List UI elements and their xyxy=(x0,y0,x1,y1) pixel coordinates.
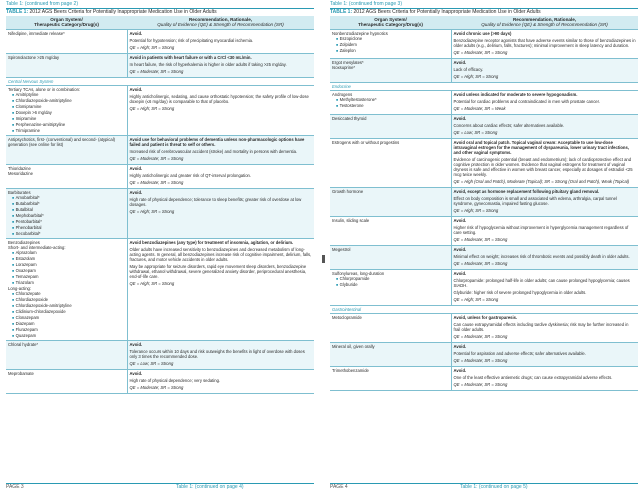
list-item: ■ Lorazepam xyxy=(12,262,125,268)
rationale: Increased risk of cerebrovascular accident (stroke) and mortality in persons with dementia. xyxy=(129,148,298,154)
evidence: QE = High; SR = Strong xyxy=(129,280,175,286)
rationale: Older adults have increased sensitivity to benzodiazepines and decreased metabolism of long-acting agents. In general, all benzodiazepines increase risk of cognitive impairment, delirium, falls, fractures, and motor vehicle accidents in older adults. xyxy=(129,246,312,262)
recommendation-cell xyxy=(127,29,314,53)
recommendation-cell xyxy=(127,85,314,135)
table-row xyxy=(330,313,638,342)
list-item: ■ Triazolam xyxy=(12,280,125,286)
table-row xyxy=(330,366,638,390)
page-number: PAGE 4 xyxy=(330,484,348,490)
table-title xyxy=(330,8,638,16)
recommendation: Avoid. xyxy=(129,189,143,195)
list-item: ■ Flurazepam xyxy=(12,327,125,333)
drug-cell: Estrogens with or without progestins xyxy=(330,138,451,187)
list-item: ■ Pentobarbital* xyxy=(12,219,125,225)
evidence: QE = Low; SR = Strong xyxy=(453,129,498,135)
recommendation-cell xyxy=(127,164,314,188)
table-row xyxy=(6,238,314,340)
table-row xyxy=(330,342,638,366)
drug-list xyxy=(8,291,125,339)
table-row xyxy=(6,135,314,164)
drug-cell: Spironolactone >25 mg/day xyxy=(6,53,127,77)
drug-name: Thioridazine xyxy=(8,165,31,171)
list-item: ■ Perphenazine-amitriptyline xyxy=(12,122,125,128)
recommendation: Avoid unless indicated for moderate to severe hypogonadism. xyxy=(453,91,578,97)
drug-list xyxy=(8,195,125,237)
continued-footer: Table 1: (continued on page 4) xyxy=(176,484,244,490)
list-item: ■ Clidinium-chlordiazepoxide xyxy=(12,309,125,315)
list-item: ■ Secobarbital* xyxy=(12,231,125,237)
drug-cell: Growth hormone xyxy=(330,187,451,216)
drug-cell xyxy=(330,29,451,58)
recommendation-cell xyxy=(451,138,638,187)
col-header-rec-line1: Recommendation, Rationale, xyxy=(512,17,577,22)
rationale: Potential for cardiac problems and contraindicated in men with prostate cancer. xyxy=(453,98,600,104)
evidence: QE = High; SR = Strong xyxy=(129,105,175,111)
rationale: Concerns about cardiac effects; safer alternatives available. xyxy=(453,122,565,128)
evidence: QE = High; SR = Strong xyxy=(129,44,175,50)
list-item: ■ Temazepam xyxy=(12,274,125,280)
recommendation: Avoid. xyxy=(129,370,143,376)
rationale: Higher risk of hypoglycemia without improvement in hyperglycemia management regardless of care setting. xyxy=(453,224,629,235)
rationale: Highly anticholinergic, sedating, and cause orthostatic hypotension; the safety profile of low-dose doxepin (≤6 mg/day) is comparable to that of placebo. xyxy=(129,93,309,104)
section-label: Endocrine xyxy=(330,82,638,90)
drug-subheading: Long-acting: xyxy=(8,285,32,291)
recommendation-cell xyxy=(127,135,314,164)
evidence: QE = Moderate; SR = Strong xyxy=(129,155,184,161)
table-row xyxy=(330,90,638,114)
drug-cell xyxy=(6,238,127,340)
rationale: High rate of physical dependence; very sedating. xyxy=(129,377,221,383)
col-header-rec-line1: Recommendation, Rationale, xyxy=(188,17,253,22)
drug-cell: Megestrol xyxy=(330,245,451,269)
recommendation: Avoid. xyxy=(129,341,143,347)
drug-cell xyxy=(330,269,451,305)
drug-cell xyxy=(6,85,127,135)
recommendation-cell xyxy=(127,188,314,238)
rationale: Benzodiazepine receptor agonists that have adverse events similar to those of benzodiazepines in older adults (e.g., delirium, falls, fractures); minimal improvement in sleep latency and duration. xyxy=(453,37,636,48)
recommendation-cell xyxy=(451,313,638,342)
drug-cell: Insulin, sliding scale xyxy=(330,216,451,245)
evidence: QE = Moderate; SR = Strong xyxy=(453,357,508,363)
table-row xyxy=(6,369,314,393)
evidence: QE = Moderate; SR = Strong xyxy=(453,333,508,339)
recommendation: Avoid oral and topical patch. Topical vaginal cream: Acceptable to use low-dose intravaginal estrogen for the management of dyspareunia, lower urinary tract infections, and other vaginal symptoms. xyxy=(453,139,629,155)
evidence: QE = Low; SR = Strong xyxy=(129,360,174,366)
list-item: ■ Chlordiazepoxide xyxy=(12,297,125,303)
drug-name: Mesoridazine xyxy=(8,170,33,176)
rationale: Chlorpropamide: prolonged half-life in older adults; can cause prolonged hypoglycemia; causes SIADH. xyxy=(453,277,630,288)
recommendation: Avoid. xyxy=(129,165,143,171)
col-header-organ-line2: Therapeutic Category/Drug(s) xyxy=(34,22,99,28)
list-item: ■ Amitriptyline xyxy=(12,92,125,98)
recommendation: Avoid. xyxy=(453,246,467,252)
drug-name: Androgens xyxy=(332,91,353,97)
table-row xyxy=(330,29,638,58)
list-item: ■ Zolpidem xyxy=(336,42,449,48)
table-row xyxy=(330,245,638,269)
section-row xyxy=(330,305,638,313)
list-item: ■ Chlorpropamide xyxy=(336,276,449,282)
drug-cell xyxy=(6,188,127,238)
drug-name: Tertiary TCAs, alone or in combination: xyxy=(8,86,81,92)
drug-cell: Mineral oil, given orally xyxy=(330,342,451,366)
evidence: QE = Moderate; SR = Weak xyxy=(453,105,506,111)
list-item: ■ Imipramine xyxy=(12,116,125,122)
drug-cell: Desiccated thyroid xyxy=(330,114,451,138)
table-row xyxy=(6,85,314,135)
rationale: Evidence of carcinogenic potential (breast and endometrium); lack of cardioprotective effect and cognitive protection in older women. Evidence that vaginal estrogens for treatment of vaginal dryness is safe and effective in women with breast cancer, especially at dosages of estradiol <25 mcg twice weekly. xyxy=(453,156,633,177)
table-title-text: 2012 AGS Beers Criteria for Potentially Inappropriate Medication Use in Older Adults xyxy=(29,9,217,15)
drug-list xyxy=(332,36,449,54)
drug-cell: Chloral hydrate* xyxy=(6,340,127,369)
recommendation: Avoid. xyxy=(453,270,467,276)
recommendation: Avoid. xyxy=(453,367,467,373)
list-item: ■ Zaleplon xyxy=(336,48,449,54)
section-label: Central Nervous System xyxy=(6,77,314,85)
rationale: Potential for hypotension; risk of precipitating myocardial ischemia. xyxy=(129,37,254,43)
beers-table xyxy=(330,16,638,391)
recommendation-cell xyxy=(451,187,638,216)
rationale: Minimal effect on weight; increases risk of thrombotic events and possibly death in older adults. xyxy=(453,253,630,259)
col-header-rec-line2: Quality of Evidence (QE) & Strength of Recommendation (SR) xyxy=(481,22,608,28)
col-header-organ-line1: Organ System/ xyxy=(50,17,83,22)
drug-list xyxy=(332,276,449,288)
evidence: QE = Moderate; SR = Strong xyxy=(453,236,508,242)
list-item: ■ Amobarbital* xyxy=(12,195,125,201)
drug-cell xyxy=(330,58,451,82)
list-item: ■ Doxepin >6 mg/day xyxy=(12,110,125,116)
drug-cell: Antipsychotics, first- (conventional) and second- (atypical) generation (see online for list) xyxy=(6,135,127,164)
recommendation-cell xyxy=(451,114,638,138)
table-row xyxy=(6,164,314,188)
recommendation: Avoid. xyxy=(129,86,143,92)
rationale: Potential for aspiration and adverse effects; safer alternatives available. xyxy=(453,350,586,356)
evidence: QE = High; SR = Strong xyxy=(453,207,499,213)
rationale: In heart failure, the risk of hyperkalemia is higher in older adults if taking >25 mg/day. xyxy=(129,61,287,67)
list-item: ■ Clonazepam xyxy=(12,315,125,321)
drug-name: Ergot mesylates* xyxy=(332,59,364,65)
table-row xyxy=(6,340,314,369)
list-item: ■ Chlordiazepoxide-amitriptyline xyxy=(12,98,125,104)
table-row xyxy=(6,188,314,238)
list-item: ■ Estazolam xyxy=(12,256,125,262)
evidence: QE = Moderate; SR = Strong xyxy=(129,384,184,390)
rationale: Effect on body composition is small and associated with edema, arthralgia, carpal tunnel syndrome, gynecomastia, impaired fasting glucose. xyxy=(453,195,617,206)
rationale: High rate of physical dependence; tolerance to sleep benefits; greater risk of overdose at low dosages. xyxy=(129,196,302,207)
table-row xyxy=(330,58,638,82)
list-item: ■ Chlordiazepoxide-amitriptyline xyxy=(12,303,125,309)
drug-name: Sulfonylureas, long-duration xyxy=(332,270,385,276)
col-header-organ xyxy=(6,16,127,29)
recommendation-cell xyxy=(451,342,638,366)
evidence: QE = Moderate; SR = Strong xyxy=(129,68,184,74)
table-row xyxy=(330,187,638,216)
table-header-row xyxy=(6,16,314,29)
evidence: QE = High; SR = Strong xyxy=(129,208,175,214)
left-page xyxy=(6,0,314,495)
col-header-organ-line1: Organ System/ xyxy=(374,17,407,22)
page-footer xyxy=(6,483,314,491)
evidence: QE = High; SR = Strong xyxy=(453,296,499,302)
table-title xyxy=(6,8,314,16)
col-header-organ-line2: Therapeutic Category/Drug(s) xyxy=(358,22,423,28)
recommendation: Avoid. xyxy=(453,343,467,349)
drug-cell: Meprobamate xyxy=(6,369,127,393)
evidence: QE = Moderate; SR = Strong xyxy=(453,260,508,266)
drug-name: Nonbenzodiazepine hypnotics xyxy=(332,30,388,36)
recommendation-cell xyxy=(127,238,314,340)
col-header-recommendation xyxy=(127,16,314,29)
section-row xyxy=(330,82,638,90)
drug-name: Barbiturates xyxy=(8,189,31,195)
section-row xyxy=(6,77,314,85)
recommendation: Avoid. xyxy=(453,115,467,121)
list-item: ■ Alprazolam xyxy=(12,250,125,256)
table-row xyxy=(6,53,314,77)
recommendation-cell xyxy=(451,90,638,114)
col-header-recommendation xyxy=(451,16,638,29)
col-header-rec-line2: Quality of Evidence (QE) & Strength of Recommendation (SR) xyxy=(157,22,284,28)
drug-name: Isoxsuprine* xyxy=(332,64,356,70)
list-item: ■ Trimipramine xyxy=(12,128,125,134)
evidence: QE = High (Oral and Patch), Moderate (Topical); SR = Strong (Oral and Patch), Weak (Topical) xyxy=(453,178,630,184)
drug-cell: Nifedipine, immediate release* xyxy=(6,29,127,53)
table-title-label: TABLE 1: xyxy=(330,9,353,15)
rationale: Glyburide: higher risk of severe prolonged hypoglycemia in older adults. xyxy=(453,289,587,295)
drug-name: Benzodiazepines xyxy=(8,239,40,245)
recommendation: Avoid. xyxy=(453,59,467,65)
evidence: QE = Moderate; SR = Strong xyxy=(453,49,508,55)
recommendation: Avoid, unless for gastroparesis. xyxy=(453,314,518,320)
list-item: ■ Quazepam xyxy=(12,333,125,339)
recommendation-cell xyxy=(451,58,638,82)
col-header-organ xyxy=(330,16,451,29)
recommendation-cell xyxy=(127,369,314,393)
table-row xyxy=(6,29,314,53)
table-title-label: TABLE 1: xyxy=(6,9,29,15)
recommendation: Avoid. xyxy=(129,30,143,36)
table-row xyxy=(330,269,638,305)
recommendation: Avoid use for behavioral problems of dementia unless non-pharmacologic options have failed and patient is threat to self or others. xyxy=(129,136,305,147)
continued-footer: Table 1: (continued on page 5) xyxy=(460,484,528,490)
recommendation-cell xyxy=(451,366,638,390)
rationale: Highly anticholinergic and greater risk of QT-interval prolongation. xyxy=(129,172,252,178)
evidence: QE = Moderate; SR = Strong xyxy=(453,381,508,387)
drug-subheading: Short- and intermediate-acting: xyxy=(8,244,66,250)
recommendation-cell xyxy=(451,29,638,58)
page-number: PAGE 3 xyxy=(6,484,24,490)
recommendation: Avoid. xyxy=(453,217,467,223)
recommendation-cell xyxy=(451,245,638,269)
drug-list xyxy=(8,250,125,286)
drug-cell xyxy=(6,164,127,188)
drug-list xyxy=(8,92,125,134)
table-row xyxy=(330,138,638,187)
evidence: QE = High; SR = Strong xyxy=(453,73,499,79)
list-item: ■ Oxazepam xyxy=(12,268,125,274)
recommendation: Avoid chronic use (>90 days) xyxy=(453,30,512,36)
list-item: ■ Chlorazepate xyxy=(12,291,125,297)
recommendation-cell xyxy=(127,340,314,369)
section-label: Gastrointestinal xyxy=(330,305,638,313)
rationale: Can cause extrapyramidal effects including tardive dyskinesia; risk may be further increased in frail older adults. xyxy=(453,321,629,332)
table-row xyxy=(330,114,638,138)
list-item: ■ Butabarbital* xyxy=(12,201,125,207)
recommendation-cell xyxy=(127,53,314,77)
table-header-row xyxy=(330,16,638,29)
list-item: ■ Glyburide xyxy=(336,282,449,288)
beers-table xyxy=(6,16,314,394)
list-item: ■ Eszopiclone xyxy=(336,36,449,42)
right-page xyxy=(330,0,638,495)
continued-header: Table 1: (continued from page 3) xyxy=(330,1,402,7)
list-item: ■ Testosterone xyxy=(336,103,449,109)
rationale: One of the least effective antiemetic drugs; can cause extrapyramidal adverse effects. xyxy=(453,374,613,380)
drug-cell: Trimethobenzamide xyxy=(330,366,451,390)
recommendation: Avoid, except as hormone replacement following pituitary gland removal. xyxy=(453,188,600,194)
drug-cell xyxy=(330,90,451,114)
list-item: ■ Phenobarbital xyxy=(12,225,125,231)
rationale: May be appropriate for seizure disorders, rapid eye movement sleep disorders, benzodiazepine withdrawal, ethanol withdrawal, severe generalized anxiety disorder, periprocedural anesthesia, end-of-life care. xyxy=(129,263,307,279)
rationale: Tolerance occurs within 10 days and risk outweighs the benefits in light of overdose with doses only 3 times the recommended dose. xyxy=(129,348,305,359)
list-item: ■ Diazepam xyxy=(12,321,125,327)
drug-list xyxy=(332,97,449,109)
list-item: ■ Methyltestosterone* xyxy=(336,97,449,103)
cursor-marker xyxy=(322,255,325,263)
recommendation: Avoid benzodiazepines (any type) for treatment of insomnia, agitation, or delirium. xyxy=(129,239,294,245)
continued-header: Table 1: (continued from page 2) xyxy=(6,1,78,7)
rationale: Lack of efficacy. xyxy=(453,66,484,72)
recommendation: Avoid in patients with heart failure or with a CrCl <30 mL/min. xyxy=(129,54,252,60)
evidence: QE = Moderate; SR = Strong xyxy=(129,179,184,185)
recommendation-cell xyxy=(451,269,638,305)
table-row xyxy=(330,216,638,245)
table-title-text: 2012 AGS Beers Criteria for Potentially Inappropriate Medication Use in Older Adults xyxy=(353,9,541,15)
list-item: ■ Clomipramine xyxy=(12,104,125,110)
page-footer xyxy=(330,483,638,491)
list-item: ■ Mephobarbital* xyxy=(12,213,125,219)
recommendation-cell xyxy=(451,216,638,245)
drug-cell: Metoclopramide xyxy=(330,313,451,342)
list-item: ■ Butalbital xyxy=(12,207,125,213)
